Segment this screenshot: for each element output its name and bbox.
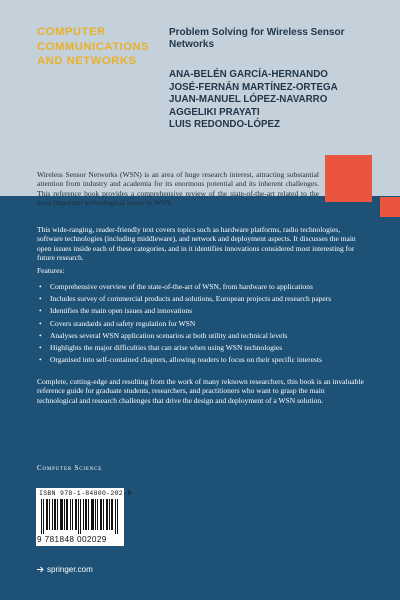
feature-item: • Highlights the major difficulties that can arise when using WSN technologies (37, 342, 367, 354)
features-heading: Features: (37, 266, 65, 275)
book-title: Problem Solving for Wireless Sensor Networks (169, 27, 345, 50)
feature-item: • Organised into self-contained chapters, allowing readers to focus on their specific interests (37, 354, 367, 366)
barcode-icon (41, 499, 119, 534)
subject-category: Computer Science (37, 464, 103, 472)
isbn-text: ISBN 978-1-84800-202-9 (39, 490, 132, 497)
author-list (169, 69, 338, 132)
publisher-url: springer.com (47, 565, 93, 574)
feature-item: • Includes survey of commercial products and solutions, European projects and research papers (37, 293, 367, 305)
feature-item: • Identifies the main open issues and innovations (37, 305, 367, 317)
author-name: JOSÉ-FERNÁN MARTÍNEZ-ORTEGA (169, 81, 338, 93)
barcode-block (36, 488, 132, 546)
author-name: AGGELIKI PRAYATI (169, 106, 260, 118)
ean-number: 9 781848 002029 (37, 535, 107, 544)
closing-paragraph: Complete, cutting-edge and resulting from the work of many reknown researchers, this book is an invaluable reference guide for graduate students, researchers, and practitioners who want to grasp the main technological and research challenges that drive the design and deployment of a WSN solution. (37, 377, 364, 405)
decorative-red-square-small (380, 197, 400, 217)
author-name: JUAN-MANUEL LÓPEZ-NAVARRO (169, 94, 328, 106)
series-line: COMMUNICATIONS (37, 40, 150, 53)
feature-item: • Comprehensive overview of the state-of-the-art of WSN, from hardware to applications (37, 281, 367, 293)
features-list (37, 281, 367, 366)
series-line: AND NETWORKS (37, 55, 137, 67)
topics-paragraph: This wide-ranging, reader-friendly text covers topics such as hardware platforms, radio technologies, software technologies (including middleware), and network and deployment aspects. It discusses the main open issues inside each of these categories, and in it identifies innovations considered most interesting for future research. (37, 225, 356, 263)
decorative-red-square (325, 155, 372, 202)
author-name: LUIS REDONDO-LÓPEZ (169, 119, 281, 131)
intro-paragraph: Wireless Sensor Networks (WSN) is an area of huge research interest, attracting substantial attention from industry and academia for its enormous potential and its inherent challenges. This reference book provides a comprehensive review of the state-of-the-art related to the most important technological issues in WSN. (37, 170, 319, 208)
feature-item: • Analyses several WSN application scenarios at both utility and technical levels (37, 330, 367, 342)
series-title (37, 25, 157, 69)
feature-item: • Covers standards and safety regulation for WSN (37, 318, 367, 330)
arrow-icon (37, 566, 44, 573)
author-name: ANA-BELÉN GARCÍA-HERNANDO (169, 69, 328, 80)
publisher-link[interactable] (37, 565, 93, 574)
series-line: COMPUTER (37, 26, 106, 38)
